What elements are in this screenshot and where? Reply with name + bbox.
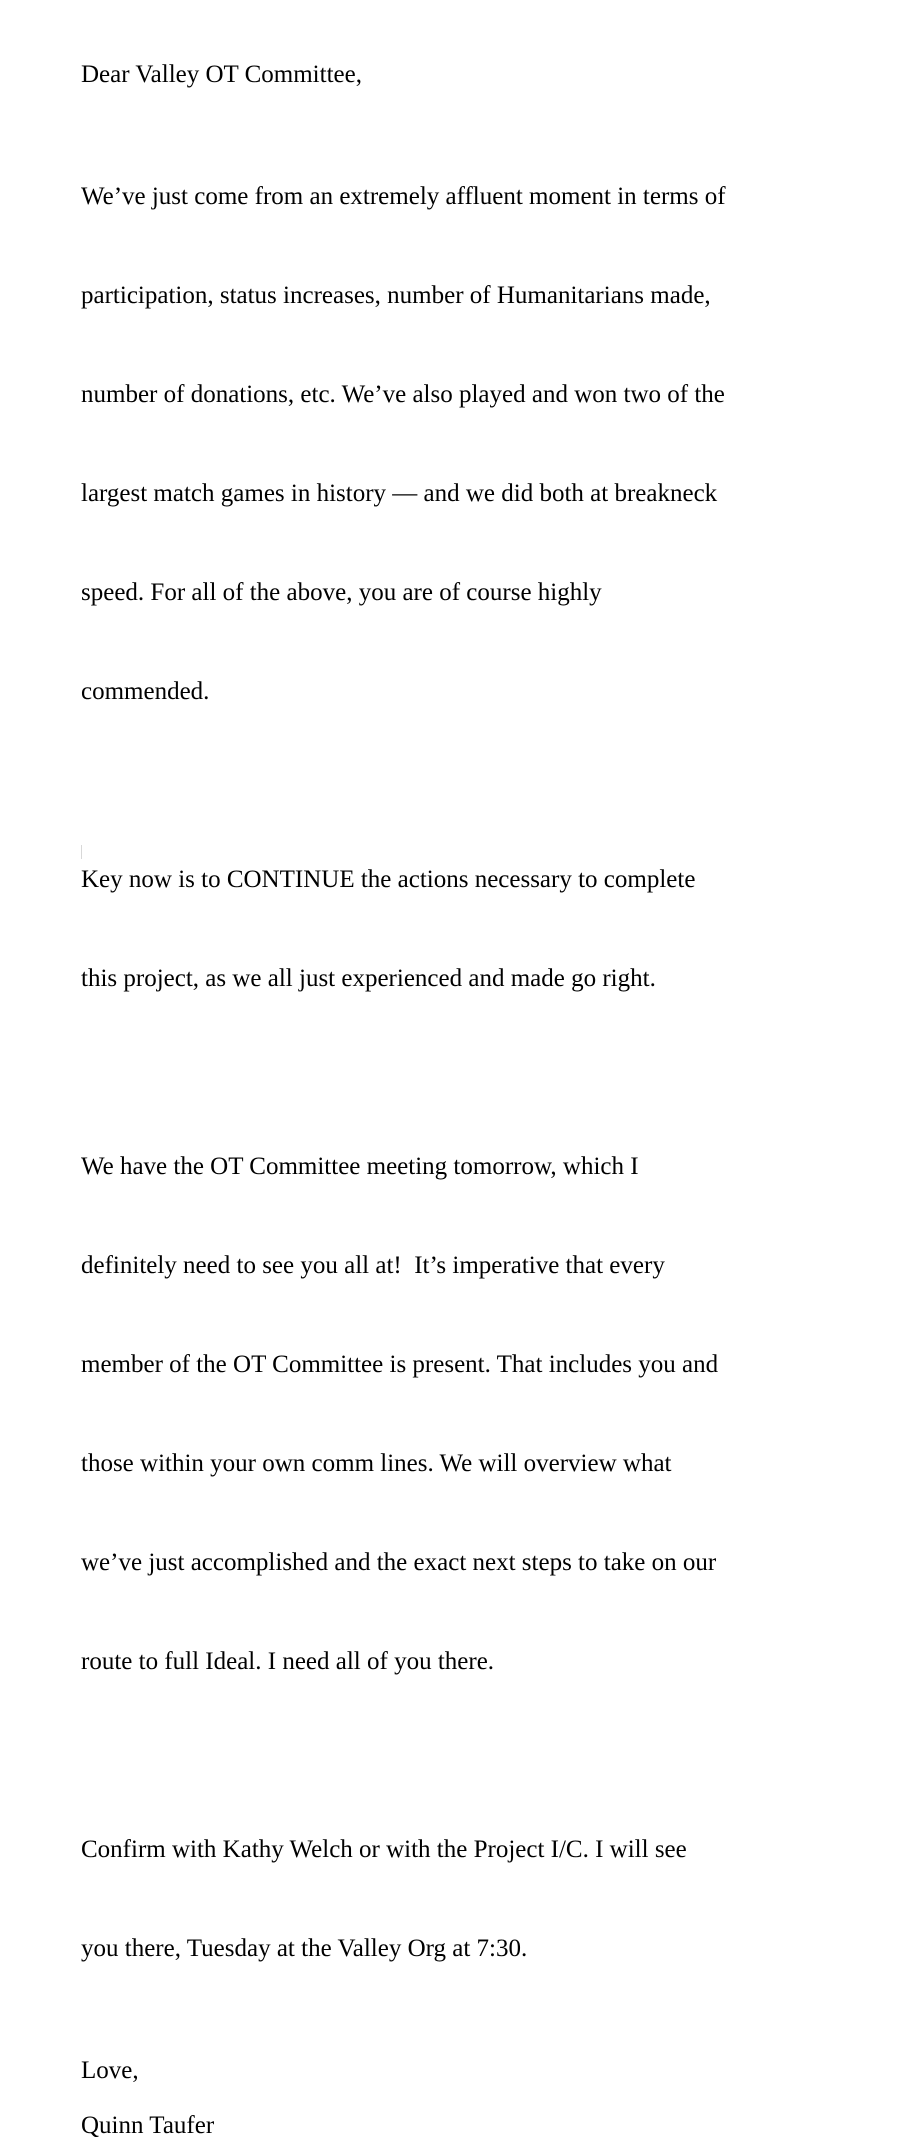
paragraph-line: this project, as we all just experienced and made go right. xyxy=(81,965,656,992)
paragraph-line: Confirm with Kathy Welch or with the Project I/C. I will see xyxy=(81,1836,687,1863)
paragraph-line: participation, status increases, number of Humanitarians made, xyxy=(81,282,711,309)
paragraph-line: We have the OT Committee meeting tomorrow, which I xyxy=(81,1153,639,1180)
paragraph-3 xyxy=(81,1084,841,1744)
paragraph-1 xyxy=(81,114,841,774)
paragraph-line: number of donations, etc. We’ve also played and won two of the xyxy=(81,381,725,408)
page-edge-mark xyxy=(81,845,82,859)
paragraph-line: speed. For all of the above, you are of course highly xyxy=(81,579,602,606)
paragraph-line: you there, Tuesday at the Valley Org at 7:30. xyxy=(81,1935,528,1962)
paragraph-line: largest match games in history — and we did both at breakneck xyxy=(81,480,718,507)
paragraph-line: commended. xyxy=(81,678,210,705)
paragraph-line: route to full Ideal. I need all of you there. xyxy=(81,1648,495,1675)
paragraph-line: member of the OT Committee is present. That includes you and xyxy=(81,1351,719,1378)
paragraph-line: definitely need to see you all at! It’s imperative that every xyxy=(81,1252,665,1279)
paragraph-2 xyxy=(81,797,841,1061)
letter-greeting: Dear Valley OT Committee, xyxy=(81,61,362,88)
letter-signature: Quinn Taufer xyxy=(81,2112,215,2139)
paragraph-4 xyxy=(81,1767,841,2031)
paragraph-line: We’ve just come from an extremely affluent moment in terms of xyxy=(81,183,726,210)
letter-body xyxy=(81,58,841,2142)
paragraph-line: those within your own comm lines. We will overview what xyxy=(81,1450,672,1477)
paragraph-line: we’ve just accomplished and the exact next steps to take on our xyxy=(81,1549,717,1576)
letter-closing: Love, xyxy=(81,2057,139,2084)
paragraph-line: Key now is to CONTINUE the actions necessary to complete xyxy=(81,866,696,893)
